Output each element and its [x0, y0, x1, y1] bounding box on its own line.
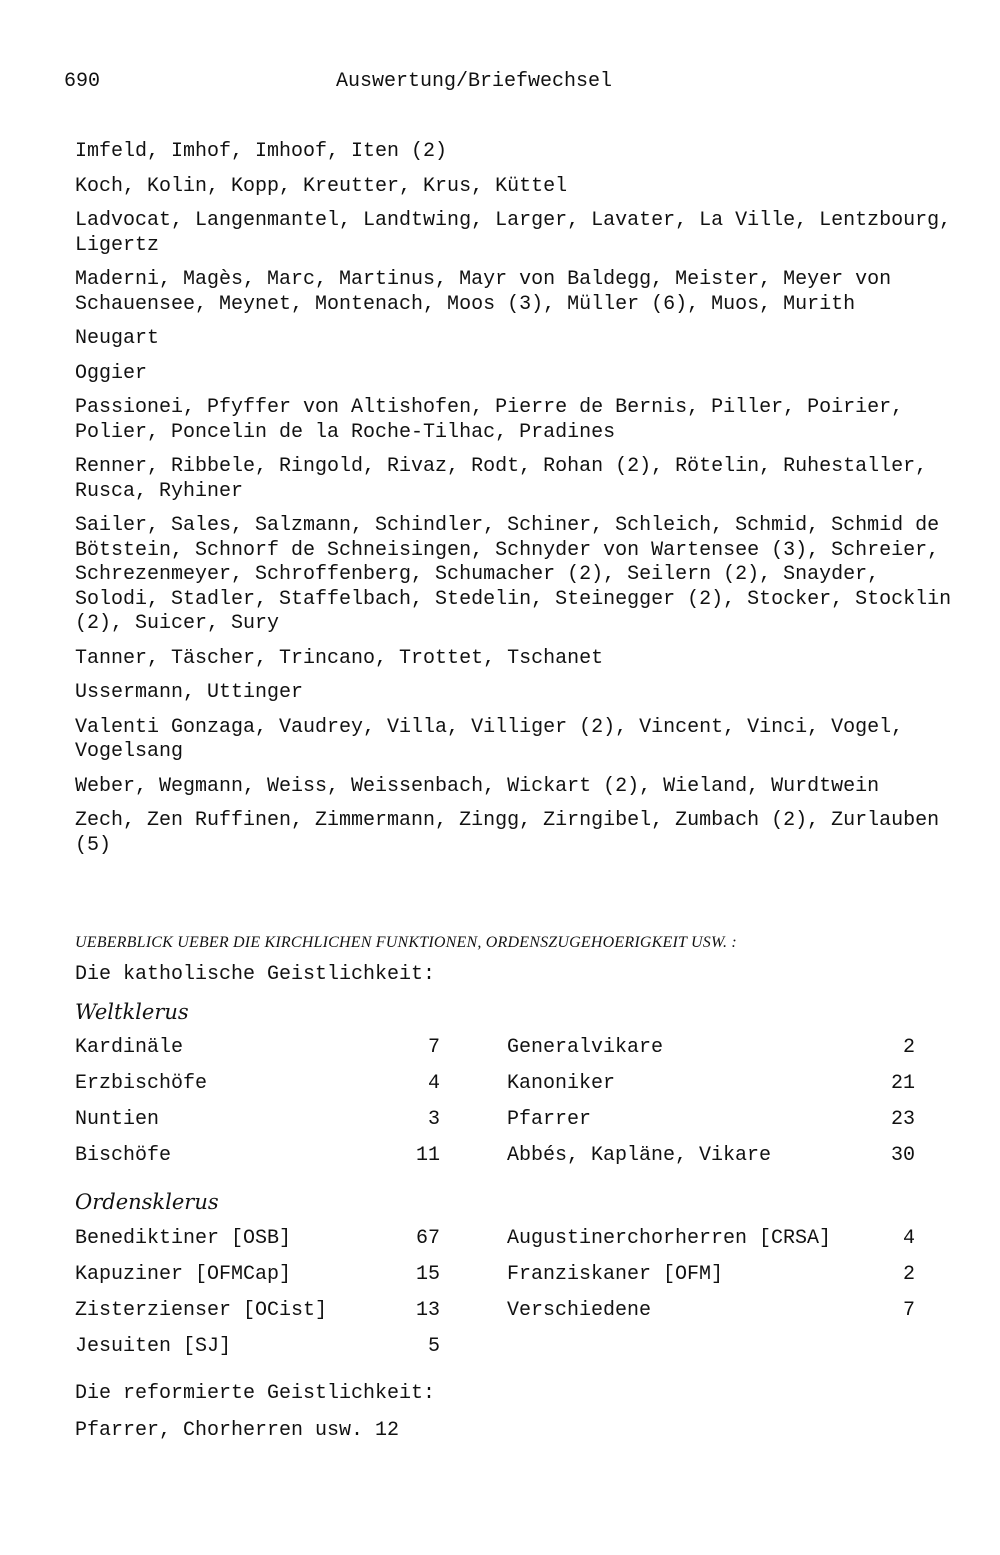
name-index [75, 140, 955, 868]
row-label: Augustinerchorherren [CRSA] [507, 1227, 832, 1250]
overview-heading: UEBERBLICK UEBER DIE KIRCHLICHEN FUNKTIONEN, ORDENSZUGEHOERIGKEIT USW. : [75, 934, 737, 951]
table-row [0, 1299, 1000, 1327]
row-count: 4 [427, 1072, 440, 1095]
row-count: 15 [415, 1263, 440, 1286]
row-count: 23 [890, 1108, 915, 1131]
table-row [0, 1072, 1000, 1100]
running-title: Auswertung/Briefwechsel [336, 70, 613, 93]
reformed-clergy-heading: Die reformierte Geistlichkeit: [75, 1382, 436, 1405]
row-label: Verschiedene [507, 1299, 652, 1322]
running-header [64, 70, 944, 96]
name-paragraph-l: Ladvocat, Langenmantel, Landtwing, Larger, Lavater, La Ville, Lentzbourg, Ligertz [75, 209, 952, 257]
name-paragraph-t: Tanner, Täscher, Trincano, Trottet, Tschanet [75, 646, 604, 670]
table-row [0, 1335, 1000, 1363]
table-row [0, 1108, 1000, 1136]
row-count: 2 [902, 1036, 915, 1059]
row-count: 21 [890, 1072, 915, 1095]
row-label: Jesuiten [SJ] [75, 1335, 232, 1358]
name-paragraph-i: Imfeld, Imhof, Imhoof, Iten (2) [75, 140, 448, 163]
row-label: Nuntien [75, 1108, 160, 1131]
row-count: 13 [415, 1299, 440, 1322]
row-label: Franziskaner [OFM] [507, 1263, 724, 1286]
row-label: Benediktiner [OSB] [75, 1227, 292, 1250]
reformed-clergy-line: Pfarrer, Chorherren usw. 12 [75, 1419, 400, 1442]
row-label: Kapuziner [OFMCap] [75, 1263, 292, 1286]
name-paragraph-o: Oggier [75, 361, 148, 385]
name-paragraph-n: Neugart [75, 327, 160, 350]
name-paragraph-r: Renner, Ribbele, Ringold, Rivaz, Rodt, Rohan (2), Rötelin, Ruhestaller, Rusca, Ryhiner [75, 455, 928, 503]
regular-clergy-label: Ordensklerus [75, 1190, 219, 1214]
row-count: 2 [902, 1263, 915, 1286]
name-paragraph-p: Passionei, Pfyffer von Altishofen, Pierre de Bernis, Piller, Poirier, Polier, Poncelin de la Roche-Tilhac, Pradines [75, 396, 904, 444]
secular-clergy-label: Weltklerus [75, 1000, 189, 1024]
row-count: 5 [427, 1335, 440, 1358]
row-label: Bischöfe [75, 1144, 172, 1167]
row-label: Kanoniker [507, 1072, 616, 1095]
row-label: Abbés, Kapläne, Vikare [507, 1144, 772, 1167]
name-paragraph-u: Ussermann, Uttinger [75, 681, 304, 704]
row-count: 67 [415, 1227, 440, 1250]
row-count: 4 [902, 1227, 915, 1250]
page-number: 690 [64, 70, 101, 93]
table-row [0, 1036, 1000, 1064]
row-label: Kardinäle [75, 1036, 184, 1059]
row-count: 7 [427, 1036, 440, 1059]
row-count: 7 [902, 1299, 915, 1322]
row-count: 30 [890, 1144, 915, 1167]
row-label: Generalvikare [507, 1036, 664, 1059]
name-paragraph-k: Koch, Kolin, Kopp, Kreutter, Krus, Küttel [75, 174, 568, 198]
row-label: Erzbischöfe [75, 1072, 208, 1095]
name-paragraph-w: Weber, Wegmann, Weiss, Weissenbach, Wickart (2), Wieland, Wurdtwein [75, 774, 880, 798]
name-paragraph-s: Sailer, Sales, Salzmann, Schindler, Schiner, Schleich, Schmid, Schmid de Bötstein, Schnorf de Schneisingen, Schnyder von Wartensee (3), Schreier, Schrezenmeyer, Schroffenberg, Schumacher (2), Seilern (2), Snayder, Solodi, Stadler, Staffelbach, Stedelin, Steinegger (2), Stocker, Stocklin (2), Suicer, Sury [75, 514, 952, 635]
row-label: Pfarrer [507, 1108, 592, 1131]
name-paragraph-v: Valenti Gonzaga, Vaudrey, Villa, Villiger (2), Vincent, Vinci, Vogel, Vogelsang [75, 715, 904, 763]
table-row [0, 1227, 1000, 1255]
row-count: 3 [427, 1108, 440, 1131]
row-count: 11 [415, 1144, 440, 1167]
table-row [0, 1144, 1000, 1172]
name-paragraph-z: Zech, Zen Ruffinen, Zimmermann, Zingg, Zirngibel, Zumbach (2), Zurlauben (5) [75, 809, 940, 857]
catholic-clergy-heading: Die katholische Geistlichkeit: [75, 963, 436, 986]
name-paragraph-m: Maderni, Magès, Marc, Martinus, Mayr von Baldegg, Meister, Meyer von Schauensee, Meynet, Montenach, Moos (3), Müller (6), Muos, Murith [75, 268, 892, 316]
table-row [0, 1263, 1000, 1291]
row-label: Zisterzienser [OCist] [75, 1299, 328, 1322]
